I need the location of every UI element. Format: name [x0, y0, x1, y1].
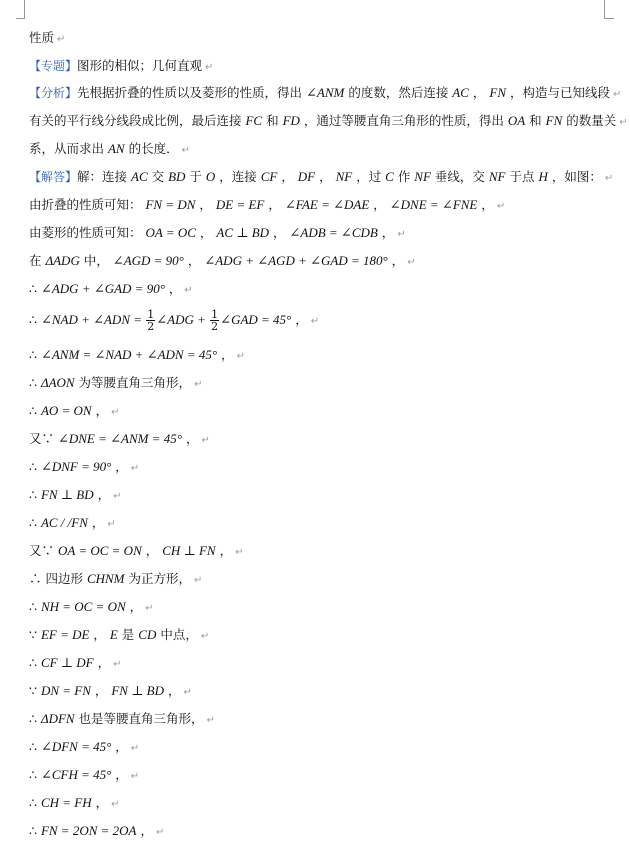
math-expression: FN [489, 85, 506, 100]
text-segment: 中， [79, 253, 113, 268]
text-line [29, 571, 619, 589]
math-expression: FN = DN [145, 197, 196, 212]
text-segment: ， [277, 169, 298, 184]
fraction [210, 309, 219, 332]
text-segment: 为正方形， [124, 571, 191, 586]
text-segment: ∴ [29, 312, 41, 327]
math-expression: ∠ANM [306, 85, 345, 100]
math-expression: ∠NAD + ∠ADN = [40, 312, 146, 327]
paragraph-return-icon: ↵ [206, 715, 215, 726]
text-segment: ∴ [29, 823, 41, 838]
math-expression: OA = OC = ON [57, 543, 142, 558]
text-segment: ∴ [29, 403, 41, 418]
math-expression: BD [168, 169, 186, 184]
math-expression: FC [245, 113, 263, 128]
math-expression: CH = FH [40, 795, 92, 810]
text-segment: 解：连接 [77, 169, 131, 184]
text-segment: ， [217, 347, 234, 362]
math-expression: AC [452, 85, 469, 100]
paragraph-return-icon: ↵ [397, 229, 406, 240]
text-segment: ∴ [29, 515, 41, 530]
text-line [29, 225, 619, 243]
math-expression: ∠CFH = 45° [40, 767, 112, 782]
math-expression: C [385, 169, 394, 184]
text-segment: ， [111, 459, 128, 474]
text-segment: ， [477, 197, 494, 212]
paragraph-return-icon: ↵ [194, 379, 203, 390]
text-line [29, 599, 619, 617]
math-expression: ∠AGD = 90° [112, 253, 184, 268]
text-segment: ， [468, 85, 490, 100]
paragraph-return-icon: ↵ [407, 257, 416, 268]
math-expression: ∠ADG + ∠AGD + ∠GAD = 180° [204, 253, 388, 268]
math-expression: EF = DE [40, 627, 90, 642]
math-expression: FN ⊥ BD [111, 683, 165, 698]
text-segment: 于 [185, 169, 206, 184]
math-expression: E [109, 627, 118, 642]
math-expression: ∠DNF = 90° [40, 459, 112, 474]
section-label: 【分析】 [29, 86, 78, 100]
math-expression: ∠FAE = ∠DAE [284, 197, 370, 212]
text-segment: 的数量关 [562, 113, 617, 128]
paragraph-return-icon: ↵ [236, 351, 245, 362]
paragraph-return-icon: ↵ [155, 827, 165, 838]
fraction-numerator: 1 [147, 308, 155, 321]
math-expression: H [538, 169, 548, 184]
text-line [29, 487, 619, 505]
math-expression: O [205, 169, 216, 184]
paragraph-return-icon: ↵ [612, 89, 622, 100]
paragraph-return-icon: ↵ [496, 201, 506, 212]
text-segment: 先根据折叠的性质以及菱形的性质，得出 [77, 85, 306, 100]
paragraph-return-icon: ↵ [145, 603, 154, 614]
paragraph-return-icon: ↵ [57, 34, 66, 45]
text-segment: 由菱形的性质可知： [29, 225, 146, 240]
paragraph-return-icon: ↵ [235, 547, 244, 558]
fraction [146, 309, 155, 332]
paragraph-return-icon: ↵ [130, 463, 140, 474]
text-segment: 的度数，然后连接 [344, 85, 453, 100]
paragraph-return-icon: ↵ [183, 687, 192, 698]
text-segment: ， [136, 823, 153, 838]
text-segment: 交 [147, 169, 169, 184]
text-line [29, 823, 619, 841]
text-line [29, 169, 619, 187]
text-segment: ， [195, 225, 217, 240]
paragraph-return-icon: ↵ [107, 519, 116, 530]
text-line [29, 543, 619, 561]
text-segment: 于点 [505, 169, 539, 184]
math-expression: CF [260, 169, 278, 184]
text-segment: 图形的相似；几何直观 [77, 58, 203, 73]
math-expression: FN ⊥ BD [40, 487, 94, 502]
text-segment: ， [125, 599, 143, 614]
text-segment: ， [195, 197, 216, 212]
math-expression: ΔDFN [40, 711, 75, 726]
text-segment: ， [87, 515, 105, 530]
text-segment: ， [315, 169, 336, 184]
text-segment: 也是等腰直角三角形， [74, 711, 204, 726]
section-label: 【专题】 [29, 59, 78, 73]
paragraph-return-icon: ↵ [200, 631, 210, 642]
text-segment: 和 [525, 113, 546, 128]
text-segment: ∵ [29, 683, 41, 698]
text-segment: ， [141, 543, 163, 558]
text-segment: ， [369, 197, 390, 212]
paragraph-return-icon: ↵ [310, 316, 320, 327]
text-segment: 作 [393, 169, 415, 184]
text-segment: ，连接 [215, 169, 261, 184]
text-line [29, 403, 619, 421]
math-expression: ∠ADG + [156, 312, 210, 327]
text-segment: ∴ [29, 599, 41, 614]
text-line [29, 281, 619, 299]
paragraph-return-icon: ↵ [194, 575, 203, 586]
text-line [29, 197, 619, 215]
text-segment: ， [164, 683, 181, 698]
text-line [29, 711, 619, 729]
paragraph-return-icon: ↵ [604, 173, 614, 184]
paragraph-return-icon: ↵ [181, 145, 190, 156]
fraction-denominator: 2 [147, 320, 155, 333]
paragraph-return-icon: ↵ [130, 771, 140, 782]
section-label: 【解答】 [29, 170, 78, 184]
text-segment: ∴ [29, 347, 41, 362]
text-line [29, 431, 619, 449]
text-segment: ， [93, 655, 111, 670]
text-line [29, 767, 619, 785]
math-expression: DN = FN [40, 683, 91, 698]
text-line [29, 683, 619, 701]
text-segment: 中点， [156, 627, 198, 642]
text-segment: ， [269, 225, 290, 240]
text-segment: ， [93, 487, 111, 502]
text-segment: 又∵ [29, 431, 58, 446]
math-expression: AC / /FN [40, 515, 88, 530]
math-expression: ΔAON [40, 375, 75, 390]
text-segment: ∴ [29, 711, 41, 726]
text-line [29, 347, 619, 365]
text-line [29, 739, 619, 757]
text-line [29, 655, 619, 673]
paragraph-return-icon: ↵ [111, 407, 120, 418]
text-segment: ， [89, 627, 110, 642]
math-expression: ∠DNE = ∠FNE [389, 197, 478, 212]
text-line [29, 309, 619, 332]
text-segment: 由折叠的性质可知： [29, 197, 146, 212]
math-expression: AO = ON [40, 403, 92, 418]
text-segment: ∴ [29, 767, 41, 782]
text-line [29, 253, 619, 271]
math-expression: ∠ADB = ∠CDB [289, 225, 378, 240]
paragraph-return-icon: ↵ [130, 743, 140, 754]
text-segment: ， [377, 225, 395, 240]
text-segment: ∴ [29, 375, 41, 390]
text-line [29, 515, 619, 533]
text-segment: ∴ [29, 281, 41, 296]
math-expression: OA = OC [145, 225, 196, 240]
text-segment: ∴ [29, 459, 41, 474]
text-segment: ， [111, 739, 128, 754]
fraction-numerator: 1 [211, 308, 219, 321]
text-segment: 的长度． [124, 141, 179, 156]
text-line [29, 113, 628, 131]
text-segment: ，通过等腰直角三角形的性质，得出 [299, 113, 508, 128]
math-expression: AC [131, 169, 148, 184]
text-segment: ， [181, 431, 199, 446]
text-segment: ，构造与已知线段 [506, 85, 610, 100]
text-segment: 系，从而求出 [29, 141, 108, 156]
text-line [29, 58, 619, 76]
paragraph-return-icon: ↵ [184, 285, 193, 296]
text-segment: 有关的平行线分线段成比例，最后连接 [29, 113, 246, 128]
text-segment: ∵ [29, 627, 41, 642]
math-expression: NF [335, 169, 353, 184]
text-line [29, 30, 619, 48]
math-expression: ∠ANM = ∠NAD + ∠ADN = 45° [40, 347, 218, 362]
text-segment: ， [387, 253, 405, 268]
text-segment: ， [111, 767, 128, 782]
math-expression: DF [297, 169, 316, 184]
text-segment: ， [215, 543, 233, 558]
math-expression: NF [488, 169, 506, 184]
math-expression: ∠ADG + ∠GAD = 90° [40, 281, 165, 296]
text-line [29, 459, 619, 477]
text-line [29, 141, 619, 159]
text-segment: 是 [117, 627, 139, 642]
text-segment: 和 [262, 113, 283, 128]
math-expression: AC ⊥ BD [216, 225, 270, 240]
math-expression: AN [107, 141, 125, 156]
text-segment: 垂线，交 [430, 169, 489, 184]
math-expression: CD [138, 627, 157, 642]
text-segment: ， [91, 403, 109, 418]
text-line [29, 375, 619, 393]
text-segment: ， [264, 197, 285, 212]
text-segment: 又∵ [29, 543, 58, 558]
math-expression: CF ⊥ DF [40, 655, 94, 670]
math-expression: ∠DFN = 45° [40, 739, 112, 754]
fraction-denominator: 2 [211, 320, 219, 333]
math-expression: NF [414, 169, 431, 184]
math-expression: DE = EF [215, 197, 265, 212]
math-expression: ∠DNE = ∠ANM = 45° [57, 431, 182, 446]
math-expression: FD [282, 113, 300, 128]
text-segment: 在 [29, 253, 46, 268]
math-expression: ΔADG [45, 253, 80, 268]
text-segment: 性质 [29, 30, 55, 45]
math-expression: ∠GAD = 45° [220, 312, 292, 327]
math-expression: CHNM [86, 571, 125, 586]
paragraph-return-icon: ↵ [113, 491, 122, 502]
math-expression: CH ⊥ FN [162, 543, 216, 558]
math-expression: FN [545, 113, 563, 128]
text-segment: ， [90, 683, 112, 698]
paragraph-return-icon: ↵ [619, 117, 628, 128]
text-segment: ， [91, 795, 109, 810]
text-segment: ， [291, 312, 308, 327]
text-segment: ∴ [29, 739, 41, 754]
text-segment: 为等腰直角三角形， [74, 375, 192, 390]
text-segment: ∴ 四边形 [29, 571, 87, 586]
paragraph-return-icon: ↵ [205, 62, 214, 73]
text-line [29, 85, 622, 103]
math-expression: NH = OC = ON [40, 599, 126, 614]
text-segment: ∴ [29, 655, 41, 670]
paragraph-return-icon: ↵ [201, 435, 210, 446]
math-expression: OA [507, 113, 526, 128]
text-segment: ， [183, 253, 205, 268]
text-line [29, 627, 619, 645]
math-expression: FN = 2ON = 2OA [40, 823, 137, 838]
crop-mark-top-left [16, 0, 25, 19]
text-segment: ， [164, 281, 182, 296]
paragraph-return-icon: ↵ [113, 659, 122, 670]
paragraph-return-icon: ↵ [111, 799, 120, 810]
text-segment: ，如图： [547, 169, 602, 184]
text-line [29, 795, 619, 813]
text-segment: ，过 [352, 169, 386, 184]
crop-mark-top-right [604, 0, 614, 19]
text-segment: ∴ [29, 487, 41, 502]
text-segment: ∴ [29, 795, 41, 810]
